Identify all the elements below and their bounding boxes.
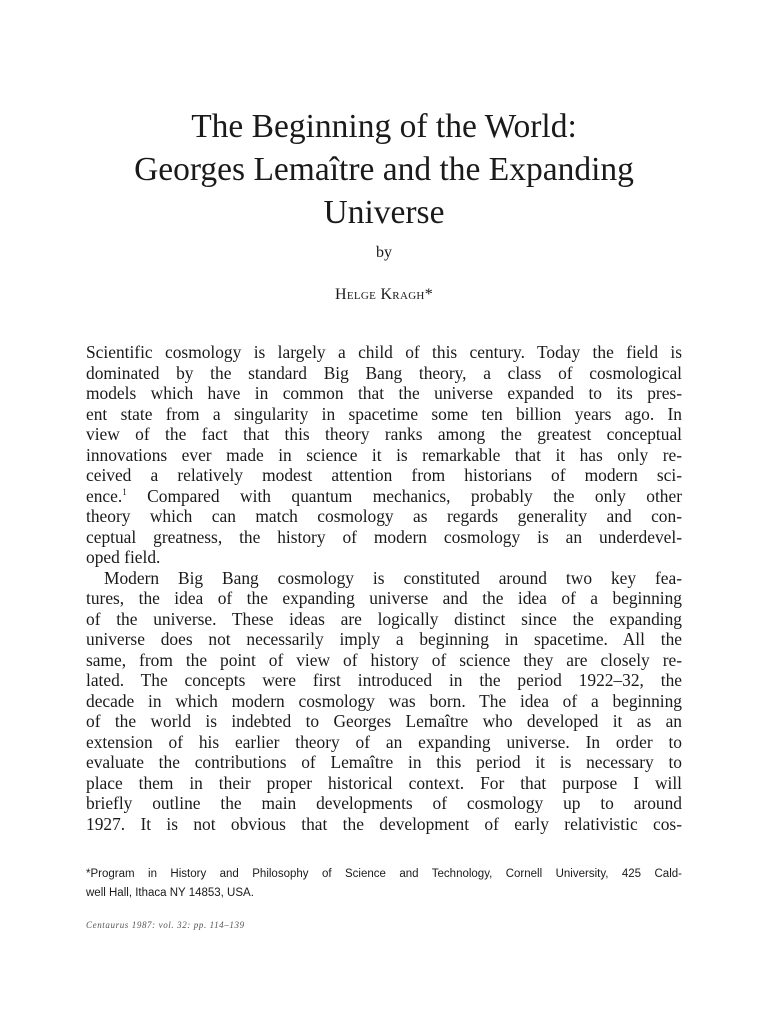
footnote-line: well Hall, Ithaca NY 14853, USA. — [86, 887, 254, 899]
title-line: The Beginning of the World: — [191, 108, 577, 145]
body-line: tures, the idea of the expanding universe and the idea of a beginning — [86, 588, 682, 608]
body-line: models which have in common that the universe expanded to its pres- — [86, 383, 682, 403]
body-line: dominated by the standard Big Bang theory, a class of cosmological — [86, 362, 682, 383]
body-line-text: ence. — [86, 485, 123, 506]
body-line: universe does not necessarily imply a beginning in spacetime. All the — [86, 629, 682, 649]
body-line: view of the fact that this theory ranks among the greatest conceptual — [86, 424, 682, 444]
author-name-text: Helge Kragh — [335, 286, 425, 303]
body-line-text: Compared with quantum mechanics, probably the only other — [126, 485, 682, 506]
body-line: ent state from a singularity in spacetime some ten billion years ago. In — [86, 403, 682, 424]
title-line: Georges Lemaître and the Expanding — [134, 151, 634, 188]
article-title — [60, 105, 708, 234]
body-line: Modern Big Bang cosmology is constituted around two key fea- — [104, 567, 682, 588]
body-line: extension of his earlier theory of an expanding universe. In order to — [86, 731, 682, 752]
title-line: Universe — [323, 194, 445, 231]
body-line: oped field. — [86, 547, 161, 567]
footnote-ref: 1 — [122, 486, 127, 497]
footnote — [86, 865, 682, 903]
body-line: decade in which modern cosmology was born. The idea of a beginning — [86, 690, 682, 711]
journal-citation: Centaurus 1987: vol. 32: pp. 114–139 — [86, 920, 245, 930]
body-line: ceptual greatness, the history of modern cosmology is an underdevel- — [86, 526, 682, 547]
byline: by — [376, 244, 392, 261]
author-name — [0, 286, 768, 304]
body-line: of the world is indebted to Georges Lemaître who developed it as an — [86, 711, 682, 731]
author-footnote-mark: * — [424, 286, 433, 303]
body-line: of the universe. These ideas are logically distinct since the expanding — [86, 608, 682, 629]
body-line: briefly outline the main developments of cosmology up to around — [86, 793, 682, 813]
body-line: same, from the point of view of history of science they are closely re- — [86, 649, 682, 670]
body-line: place them in their proper historical context. For that purpose I will — [86, 772, 682, 793]
body-line: 1927. It is not obvious that the development of early relativistic cos- — [86, 813, 682, 834]
body-line: innovations ever made in science it is remarkable that it has only re- — [86, 444, 682, 465]
body-line: ceived a relatively modest attention from historians of modern sci- — [86, 465, 682, 485]
body-line: theory which can match cosmology as regards generality and con- — [86, 506, 682, 526]
body-line: lated. The concepts were first introduced in the period 1922–32, the — [86, 670, 682, 690]
body-line — [86, 486, 682, 507]
footnote-line: *Program in History and Philosophy of Science and Technology, Cornell University, 425 Cald- — [86, 868, 682, 880]
article-body — [86, 342, 682, 834]
body-line: evaluate the contributions of Lemaître in this period it is necessary to — [86, 752, 682, 772]
body-line: Scientific cosmology is largely a child of this century. Today the field is — [86, 342, 682, 362]
